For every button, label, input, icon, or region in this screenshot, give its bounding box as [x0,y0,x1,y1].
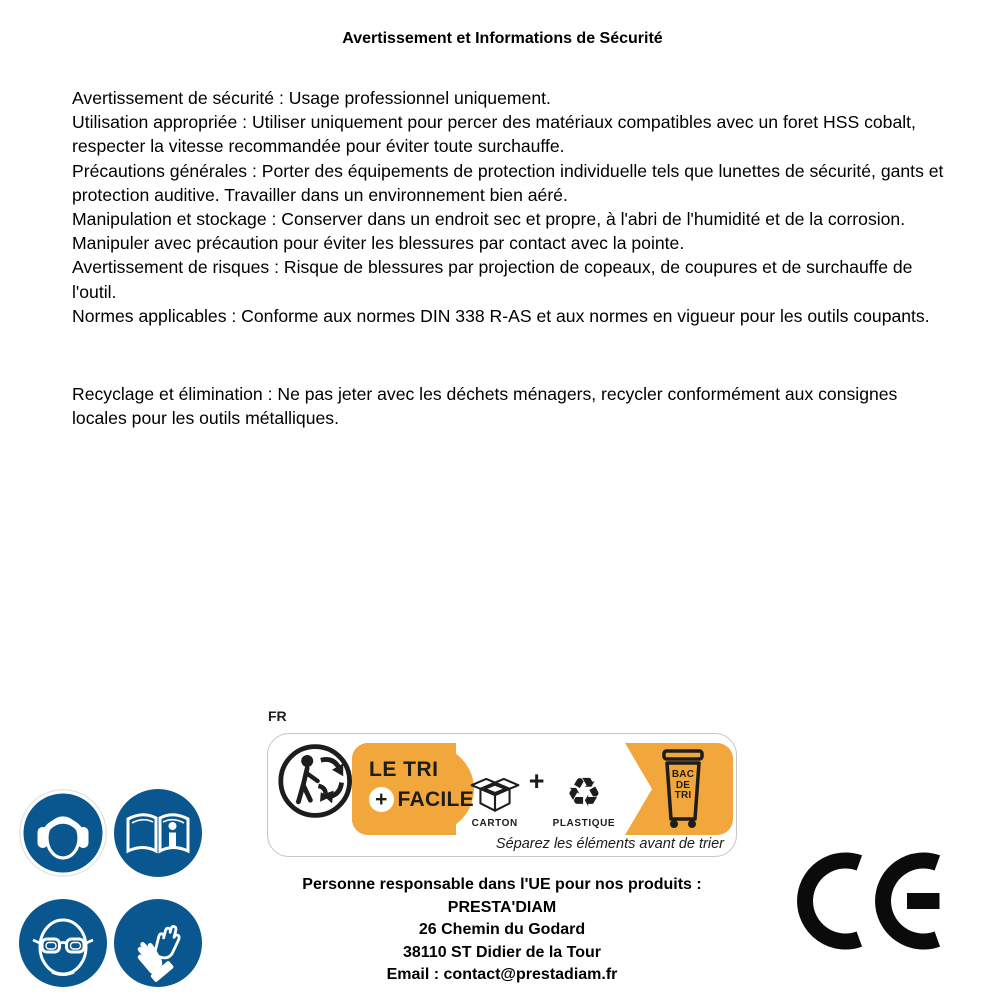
bin-label: BAC DE TRI [671,769,695,801]
triman-recycling-icon [276,740,356,822]
country-code-label: FR [268,708,287,724]
contact-line-street: 26 Chemin du Godard [418,921,586,939]
safety-paragraph-warning: Avertissement de sécurité : Usage professionnel uniquement. [72,88,551,108]
wear-eye-protection-icon [19,899,107,987]
cardboard-box-icon [469,771,521,817]
wear-protective-gloves-icon [114,899,202,987]
page-title: Avertissement et Informations de Sécurité [342,30,663,47]
contact-block [242,874,762,987]
material-carton-label: CARTON [471,818,518,829]
ce-marking [797,850,942,952]
contact-line-email: Email : contact@prestadiam.fr [386,966,618,984]
info-tri-banner [267,733,737,857]
safety-paragraph-usage: Utilisation appropriée : Utiliser uniquement pour percer des matériaux compatibles avec un foret HSS cobalt, respecter la vitesse recommandée pour éviter toute surchauffe. [72,112,916,157]
contact-line-responsible: Personne responsable dans l'UE pour nos produits : [302,876,702,893]
read-instruction-manual-icon [114,789,202,877]
safety-paragraph-precautions: Précautions générales : Porter des équipements de protection individuelle tels que lunettes de sécurité, gants et protection auditive. Travailler dans un environnement bien aéré. [72,160,944,205]
safety-paragraph-storage: Manipulation et stockage : Conserver dans un endroit sec et propre, à l'abri de l'humidité et de la corrosion. Manipuler avec précaution pour éviter les blessures par contact avec la pointe. [72,209,906,254]
material-plastique [553,749,616,829]
contact-line-company: PRESTA'DIAM [447,898,557,916]
recycling-triangle-icon: ♻ [565,770,602,816]
sorting-bin-group [657,747,709,831]
tri-headline-line1: LE TRI [369,758,439,781]
material-carton [469,749,521,829]
recycling-paragraph: Recyclage et élimination : Ne pas jeter avec les déchets ménagers, recycler conformément aux consignes locales pour les outils métalliques. [72,384,898,429]
safety-paragraph-standards: Normes applicables : Conforme aux normes DIN 338 R-AS et aux normes en vigueur pour les outils coupants. [72,305,930,326]
safety-paragraph-risks: Avertissement de risques : Risque de blessures par projection de copeaux, de coupures et de surchauffe de l'outil. [72,257,913,302]
safety-text-block [72,86,944,430]
plus-separator: + [528,765,545,796]
materials-row [456,743,628,835]
contact-line-city: 38110 ST Didier de la Tour [403,943,601,961]
plus-icon: + [369,787,394,812]
material-plastique-label: PLASTIQUE [552,818,616,829]
tri-banner-tagline: Séparez les éléments avant de trier [495,836,724,852]
wear-ear-protection-icon [19,789,107,877]
tri-headline-line2: FACILE [397,787,474,811]
